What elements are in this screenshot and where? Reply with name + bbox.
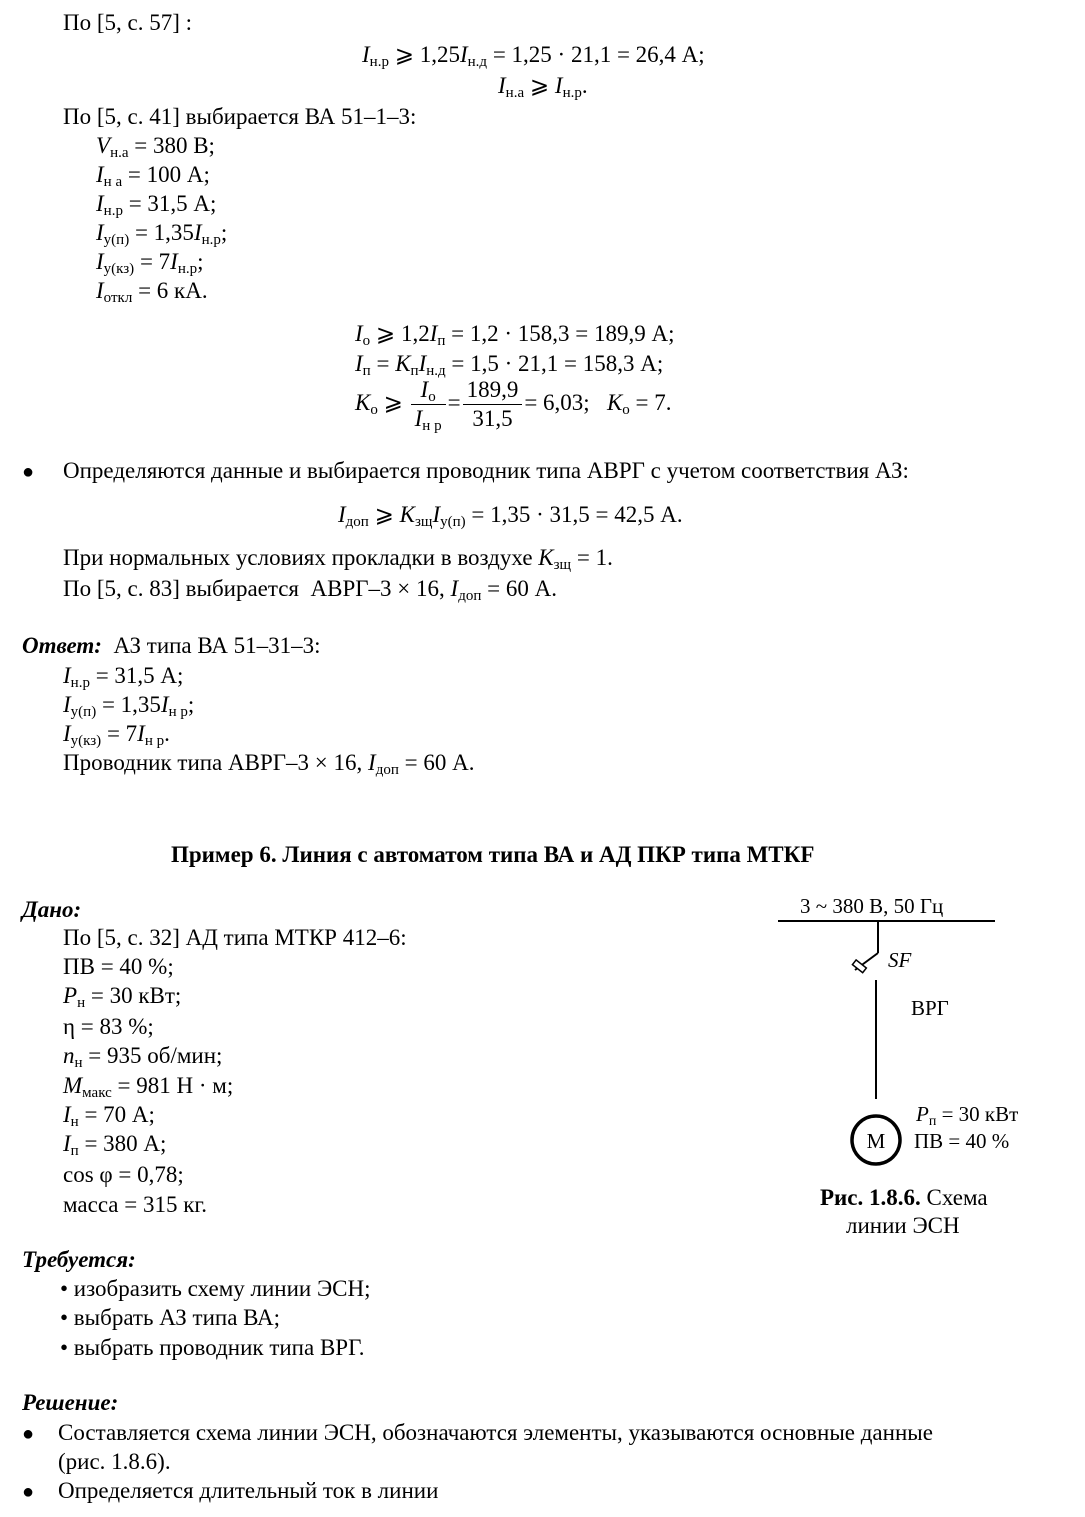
bullet-cable-selection: Определяются данные и выбирается проводник типа АВРГ с учетом соответствия АЗ: (63, 458, 909, 483)
param-ina: $I_{н а} = 100$ А; (96, 162, 210, 190)
given-ref-32: По [5, с. 32] АД типа МТКР 412–6: (63, 925, 407, 950)
figure-line-scheme (770, 885, 1045, 1185)
given-eta: η = 83 %; (63, 1014, 154, 1039)
example-title: Пример 6. Линия с автоматом типа ВА и АД ПКР типа МТКF (171, 842, 815, 867)
motor-duty-label: ПВ = 40 % (914, 1129, 1010, 1153)
given-label: Дано: (22, 897, 82, 922)
required-item-cable: • выбрать проводник типа ВРГ. (60, 1335, 365, 1360)
equation-ko: $K_о$ ⩾ $\frac{I_о}{I_{н р}}$ = $\frac{189,9}{31,5}$ = 6,03; $K_о = 7$. (355, 377, 672, 434)
figure-supply-label: 3 ~ 380 В, 50 Гц (800, 894, 944, 918)
required-label: Требуется: (22, 1247, 136, 1272)
given-pn: $P_н = 30$ кВт; (63, 983, 182, 1011)
motor-label: М (866, 1129, 886, 1153)
given-ip: $I_п = 380$ А; (63, 1131, 167, 1159)
equation-io: $I_о$ ⩾ $1,2I_п = 1,2 \cdot 158,3 = 189,9$ А; (355, 321, 675, 349)
fraction-io-inr: $\frac{I_о}{I_{н р}}$ (411, 376, 446, 433)
figure-caption-text: Схема (920, 1185, 988, 1210)
equation-inr: $I_{н.р}$ ⩾ $1,25I_{н.д} = 1,25 \cdot 21,1 = 26,4$ А; (362, 42, 705, 70)
required-item-breaker: • выбрать АЗ типа ВА; (60, 1305, 281, 1330)
note-ref-83: По [5, с. 83] выбирается АВРГ–3 × 16, $I_{доп} = 60$ А. (63, 576, 557, 604)
given-in: $I_н = 70$ А; (63, 1102, 155, 1130)
bullet-dot: ● (22, 1481, 35, 1503)
figure-caption-number: Рис. 1.8.6. (820, 1185, 921, 1210)
solution-label: Решение: (22, 1390, 119, 1415)
solution-step-1: Составляется схема линии ЭСН, обозначаются элементы, указываются основные данные (58, 1420, 933, 1445)
breaker-contact (852, 960, 866, 973)
param-iotkl: $I_{откл} = 6$ кА. (96, 278, 208, 306)
figure-caption (820, 1183, 988, 1212)
required-item-scheme: • изобразить схему линии ЭСН; (60, 1276, 371, 1301)
ref-57-line: По [5, с. 57] : (63, 10, 193, 35)
cable-label: ВРГ (911, 996, 949, 1020)
fraction-values: $\frac{189,9}{31,5}$ (463, 376, 523, 433)
given-cos: cos φ = 0,78; (63, 1162, 184, 1187)
given-mmax: $M_{макс} = 981$ Н · м; (63, 1073, 234, 1101)
param-iukz: $I_{у(кз)} = 7I_{н.р}$; (96, 249, 204, 277)
motor-power-label: Pп = 30 кВт (916, 1102, 1019, 1129)
solution-step-1-cont: (рис. 1.8.6). (58, 1449, 171, 1474)
answer-iukz: $I_{у(кз)} = 7I_{н р}$. (63, 721, 170, 749)
answer-iup: $I_{у(п)} = 1,35I_{н р}$; (63, 692, 195, 720)
note-laying-conditions: При нормальных условиях прокладки в воздухе $K_{зщ} = 1$. (63, 545, 613, 573)
given-pv: ПВ = 40 %; (63, 954, 174, 979)
equation-ina: $I_{н.а}$ ⩾ $I_{н.р}$. (498, 73, 588, 101)
param-iup: $I_{у(п)} = 1,35I_{н.р}$; (96, 220, 228, 248)
ref-41-line: По [5, с. 41] выбирается ВА 51–1–3: (63, 104, 417, 129)
param-inr: $I_{н.р} = 31,5$ А; (96, 191, 217, 219)
answer-cable: Проводник типа АВРГ–3 × 16, $I_{доп} = 60$ А. (63, 750, 475, 778)
answer-line (22, 631, 321, 660)
equation-idop: $I_{доп}$ ⩾ $K_{зщ}I_{у(п)} = 1,35 \cdot 31,5 = 42,5$ А. (338, 502, 683, 530)
bullet-dot: ● (22, 461, 35, 483)
figure-caption-line2: линии ЭСН (846, 1213, 960, 1238)
answer-text: АЗ типа ВА 51–31–3: (113, 633, 321, 658)
solution-step-2: Определяется длительный ток в линии (58, 1478, 439, 1503)
given-nn: $n_н = 935$ об/мин; (63, 1043, 223, 1071)
switch-label: SF (888, 948, 912, 972)
param-vna: $V_{н.а} = 380$ В; (96, 133, 215, 161)
answer-inr: $I_{н.р} = 31,5$ А; (63, 663, 184, 691)
answer-label: Ответ: (22, 633, 102, 658)
bullet-dot: ● (22, 1423, 35, 1445)
equation-ip: $I_п = K_пI_{н.д} = 1,5 \cdot 21,1 = 158,3$ А; (355, 351, 664, 379)
given-mass: масса = 315 кг. (63, 1192, 207, 1217)
